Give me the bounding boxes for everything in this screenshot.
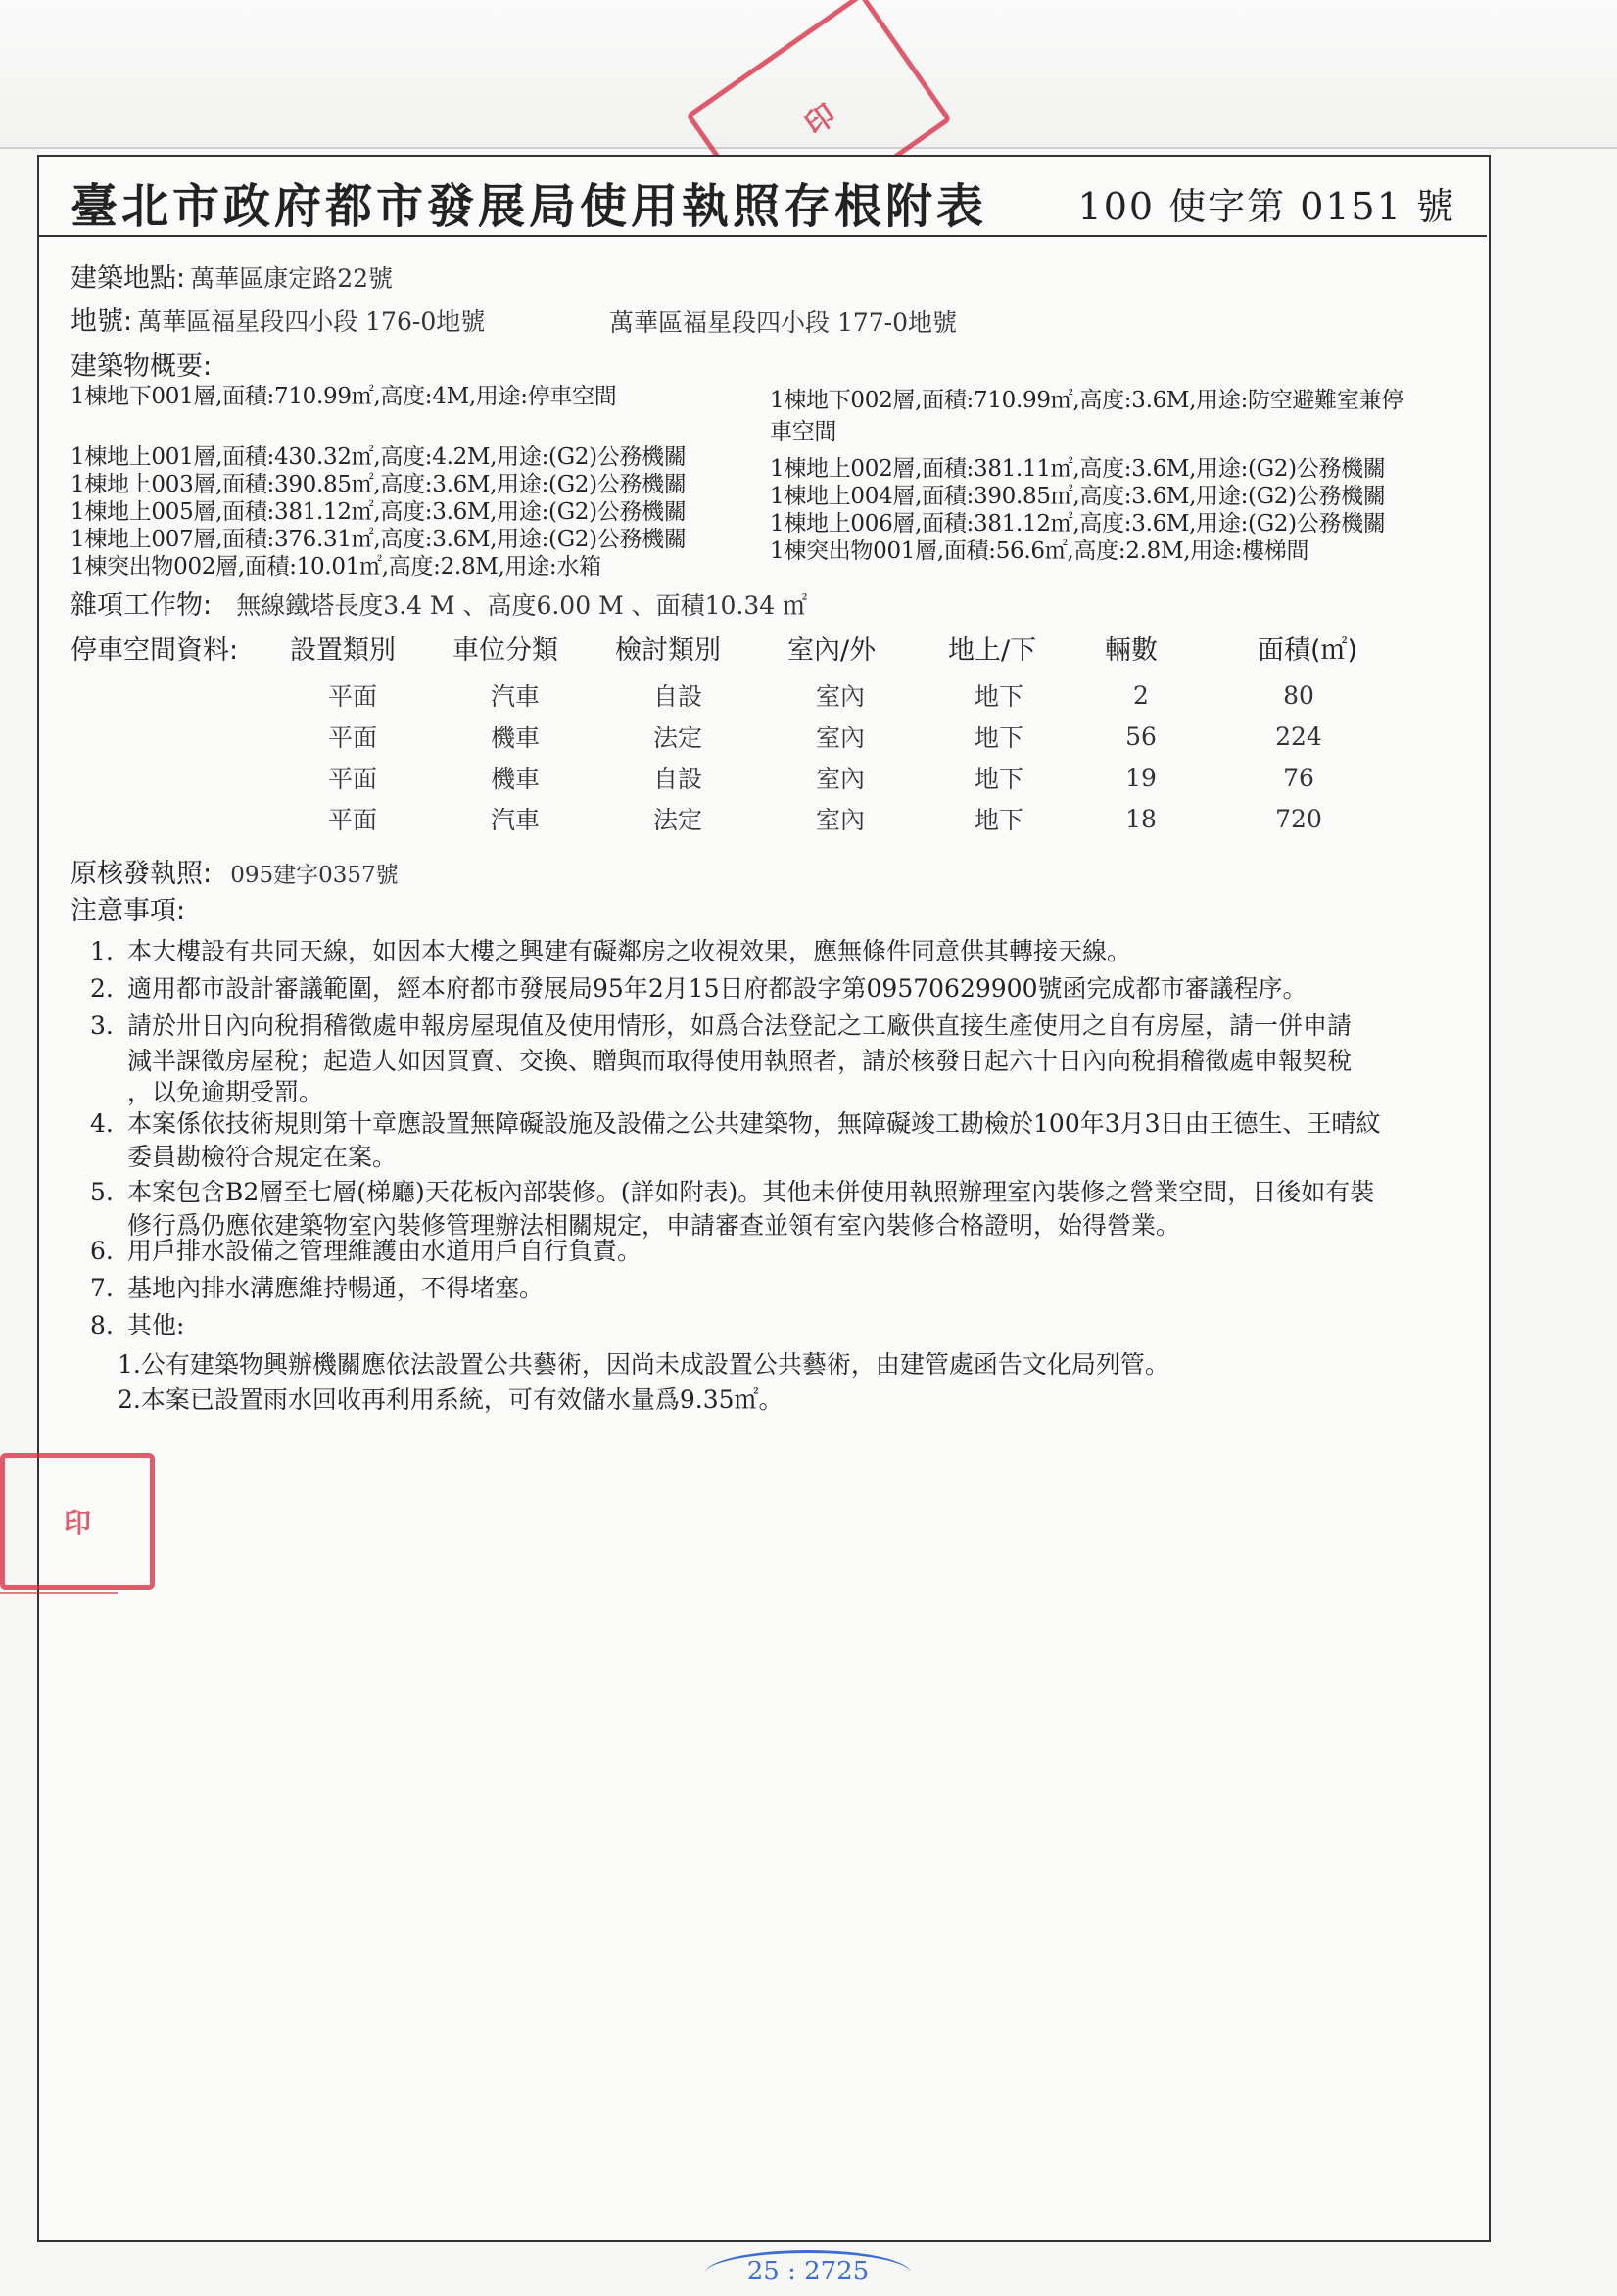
overview-left-5: 1棟突出物002層,面積:10.01㎡,高度:2.8M,用途:水箱 <box>71 554 601 580</box>
original-permit-label: 原核發執照: <box>71 859 213 889</box>
note-text: 委員勘檢符合規定在案。 <box>127 1143 398 1171</box>
note-text: 減半課徵房屋稅；起造人如因買賣、交換、贈與而取得使用執照者，請於核發日起六十日內向稅捐稽徵處申報契稅 <box>127 1047 1353 1075</box>
note-text: 適用都市設計審議範圍，經本府都市發展局95年2月15日府都設字第09570629900號函完成都市審議程序。 <box>127 974 1308 1003</box>
overview-left-2: 1棟地上003層,面積:390.85㎡,高度:3.6M,用途:(G2)公務機關 <box>71 472 687 497</box>
parking-cell: 自設 <box>652 765 702 793</box>
note-number: 3. <box>90 1011 114 1040</box>
note-number: 4. <box>90 1109 114 1138</box>
official-seal-stamp-left: 印 <box>0 1453 155 1590</box>
overview-label: 建築物概要: <box>71 351 213 382</box>
overview-right-5: 1棟突出物001層,面積:56.6㎡,高度:2.8M,用途:樓梯間 <box>770 539 1309 564</box>
parking-cell: 汽車 <box>490 682 540 711</box>
parking-cell: 18 <box>1125 805 1157 833</box>
parking-header-5: 輛數 <box>1105 635 1158 666</box>
notes-label: 注意事項: <box>71 896 186 926</box>
note-text: 本案係依技術規則第十章應設置無障礙設施及設備之公共建築物，無障礙竣工勘檢於100年3月3日由王德生、王晴紋 <box>127 1109 1381 1138</box>
document-title: 臺北市政府都市發展局使用執照存根附表 <box>71 179 988 234</box>
parking-header-3: 室內/外 <box>787 635 877 666</box>
lot-row <box>71 300 485 338</box>
overview-right-4: 1棟地上006層,面積:381.12㎡,高度:3.6M,用途:(G2)公務機關 <box>770 511 1386 537</box>
note-number: 2. <box>90 974 114 1003</box>
lot-value-1: 萬華區福星段四小段 176-0地號 <box>137 307 486 336</box>
parking-cell: 平面 <box>327 765 377 793</box>
note-text: 本大樓設有共同天線，如因本大樓之興建有礙鄰房之收視效果，應無條件同意供其轉接天線。 <box>127 937 1132 965</box>
page-number-stamp: 25 : 2725 <box>705 2250 911 2296</box>
parking-header-0: 設置類別 <box>290 635 396 666</box>
site-label: 建築地點: <box>71 263 186 294</box>
parking-cell: 室內 <box>815 724 865 752</box>
overview-left-1: 1棟地上001層,面積:430.32㎡,高度:4.2M,用途:(G2)公務機關 <box>71 445 687 470</box>
parking-cell: 平面 <box>327 682 377 711</box>
parking-cell: 76 <box>1283 764 1314 792</box>
misc-value: 無線鐵塔長度3.4 M 、高度6.00 M 、面積10.34 ㎡ <box>236 591 808 620</box>
note-text: 請於卅日內向稅捐稽徵處申報房屋現值及使用情形，如爲合法登記之工廠供直接生產使用之自有房屋，請一併申請 <box>127 1011 1353 1040</box>
overview-left-3: 1棟地上005層,面積:381.12㎡,高度:3.6M,用途:(G2)公務機關 <box>71 499 687 525</box>
parking-cell: 地下 <box>974 724 1023 752</box>
parking-cell: 法定 <box>652 724 702 752</box>
note-text: 修行爲仍應依建築物室內裝修管理辦法相關規定，申請審查並領有室內裝修合格證明，始得營業。 <box>127 1211 1181 1240</box>
misc-row <box>71 584 807 622</box>
note-number: 7. <box>90 1274 114 1302</box>
parking-cell: 平面 <box>327 806 377 834</box>
note-sub-text: 1.公有建築物興辦機關應依法設置公共藝術，因尚未成設置公共藝術，由建管處函告文化局列管。 <box>118 1350 1169 1379</box>
original-permit-value: 095建字0357號 <box>230 863 399 888</box>
note-text: 其他: <box>127 1311 185 1339</box>
parking-cell: 地下 <box>974 806 1023 834</box>
overview-left-4: 1棟地上007層,面積:376.31㎡,高度:3.6M,用途:(G2)公務機關 <box>71 527 687 552</box>
lot-label: 地號: <box>71 306 133 337</box>
parking-cell: 機車 <box>490 724 540 752</box>
parking-header-2: 檢討類別 <box>615 635 721 666</box>
parking-cell: 室內 <box>815 806 865 834</box>
parking-cell: 汽車 <box>490 806 540 834</box>
document-number: 100 使字第 0151 號 <box>1077 185 1455 228</box>
parking-cell: 室內 <box>815 765 865 793</box>
note-sub-text: 2.本案已設置雨水回收再利用系統，可有效儲水量爲9.35㎡。 <box>118 1385 784 1414</box>
overview-right-1: 車空間 <box>770 419 837 445</box>
overview-right-2: 1棟地上002層,面積:381.11㎡,高度:3.6M,用途:(G2)公務機關 <box>770 456 1386 482</box>
parking-cell: 室內 <box>815 682 865 711</box>
parking-cell: 法定 <box>652 806 702 834</box>
parking-cell: 地下 <box>974 682 1023 711</box>
overview-left-0: 1棟地下001層,面積:710.99㎡,高度:4M,用途:停車空間 <box>71 384 617 409</box>
note-number: 5. <box>90 1178 114 1206</box>
note-text: 基地內排水溝應維持暢通，不得堵塞。 <box>127 1274 545 1302</box>
note-number: 8. <box>90 1311 114 1339</box>
parking-header-1: 車位分類 <box>452 635 558 666</box>
parking-cell: 自設 <box>652 682 702 711</box>
note-text: 本案包含B2層至七層(梯廳)天花板內部裝修。(詳如附表)。其他未併使用執照辦理室內裝修之營業空間，日後如有裝 <box>127 1178 1375 1206</box>
original-permit-row <box>71 852 399 890</box>
parking-cell: 地下 <box>974 765 1023 793</box>
lot-value-2: 萬華區福星段四小段 177-0地號 <box>609 308 958 337</box>
parking-cell: 56 <box>1125 723 1157 751</box>
note-number: 1. <box>90 937 114 965</box>
parking-cell: 19 <box>1125 764 1157 792</box>
note-text: 用戶排水設備之管理維護由水道用戶自行負責。 <box>127 1237 642 1265</box>
parking-cell: 機車 <box>490 765 540 793</box>
official-seal-stamp-top: 印 <box>686 0 952 244</box>
site-value: 萬華區康定路22號 <box>190 264 394 293</box>
parking-cell: 80 <box>1283 681 1314 710</box>
note-number: 6. <box>90 1237 114 1265</box>
parking-cell: 224 <box>1275 723 1322 751</box>
site-row <box>71 257 393 295</box>
misc-label: 雜項工作物: <box>71 590 213 621</box>
overview-right-3: 1棟地上004層,面積:390.85㎡,高度:3.6M,用途:(G2)公務機關 <box>770 484 1386 509</box>
parking-header-4: 地上/下 <box>948 635 1037 666</box>
parking-cell: 2 <box>1133 681 1149 710</box>
parking-cell: 720 <box>1275 805 1322 833</box>
parking-header-6: 面積(㎡) <box>1258 635 1358 666</box>
stamp-guide-line <box>0 1592 118 1594</box>
parking-label: 停車空間資料: <box>71 635 239 666</box>
parking-cell: 平面 <box>327 724 377 752</box>
overview-right-0: 1棟地下002層,面積:710.99㎡,高度:3.6M,用途:防空避難室兼停 <box>770 388 1403 413</box>
note-text: ，以免逾期受罰。 <box>127 1078 324 1106</box>
document-header <box>37 155 1487 237</box>
